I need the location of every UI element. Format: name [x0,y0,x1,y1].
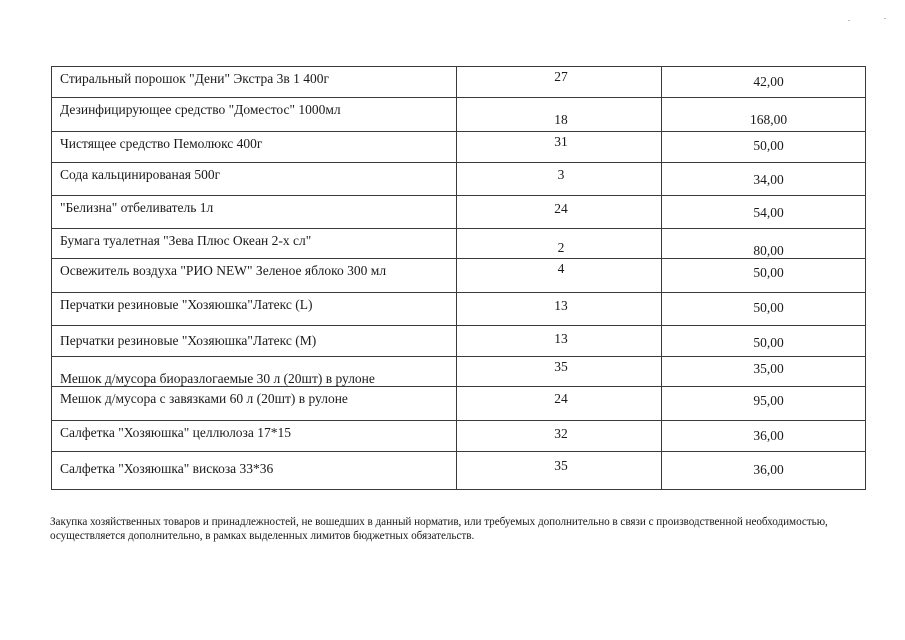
quantity-cell [457,293,662,326]
quantity-cell-text: 18 [554,112,568,127]
quantity-cell [457,67,662,98]
item-name-cell-text: Салфетка "Хозяюшка" целлюлоза 17*15 [60,425,292,440]
quantity-cell-text: 24 [554,391,568,406]
item-name-cell [52,98,457,132]
price-cell-text: 168,00 [749,112,788,127]
quantity-cell-text: 2 [557,240,565,255]
item-name-cell-text: Чистящее средство Пемолюкс 400г [60,136,263,151]
item-name-cell [52,132,457,163]
item-name-cell-text: Салфетка "Хозяюшка" вискоза 33*36 [60,461,274,476]
table-row [52,229,866,259]
scan-speck [884,18,886,19]
item-name-cell [52,357,457,387]
price-cell [662,421,866,452]
item-name-cell-text: Дезинфицирующее средство "Доместос" 1000мл [60,102,341,117]
quantity-cell-text: 13 [554,298,568,313]
quantity-cell [457,98,662,132]
price-cell [662,163,866,196]
price-cell-text: 42,00 [753,74,784,89]
price-cell-text: 50,00 [753,265,784,280]
quantity-cell [457,326,662,357]
price-cell [662,132,866,163]
table-row [52,163,866,196]
item-name-cell [52,163,457,196]
item-name-cell [52,421,457,452]
price-cell [662,452,866,490]
goods-table [51,66,866,490]
table-row [52,67,866,98]
price-cell [662,229,866,259]
quantity-cell-text: 4 [557,261,565,276]
item-name-cell-text: Мешок д/мусора биоразлогаемые 30 л (20шт) в рулоне [60,371,375,386]
quantity-cell [457,196,662,229]
item-name-cell-text: "Белизна" отбеливатель 1л [60,200,214,215]
item-name-cell [52,259,457,293]
quantity-cell [457,387,662,421]
price-cell-text: 36,00 [753,462,784,477]
table-row [52,132,866,163]
table-row [52,259,866,293]
price-cell-text: 80,00 [753,243,784,258]
price-cell [662,98,866,132]
quantity-cell [457,259,662,293]
quantity-cell [457,132,662,163]
item-name-cell-text: Перчатки резиновые "Хозяюшка"Латекс (L) [60,297,313,312]
price-cell-text: 50,00 [753,138,784,153]
table-row [52,293,866,326]
table-row [52,421,866,452]
quantity-cell-text: 27 [554,69,568,84]
quantity-cell-text: 31 [554,134,568,149]
item-name-cell-text: Бумага туалетная "Зева Плюс Океан 2-х сл" [60,233,312,248]
item-name-cell-text: Освежитель воздуха "РИО NEW" Зеленое яблоко 300 мл [60,263,387,278]
quantity-cell-text: 3 [557,167,565,182]
quantity-cell [457,163,662,196]
price-cell [662,196,866,229]
price-cell-text: 50,00 [753,300,784,315]
price-cell-text: 34,00 [753,172,784,187]
quantity-cell-text: 35 [554,458,568,473]
price-cell-text: 50,00 [753,335,784,350]
item-name-cell-text: Мешок д/мусора с завязками 60 л (20шт) в рулоне [60,391,348,406]
goods-table-body [52,67,866,490]
price-cell [662,357,866,387]
price-cell [662,259,866,293]
item-name-cell [52,67,457,98]
table-row [52,452,866,490]
item-name-cell [52,452,457,490]
footnote: Закупка хозяйственных товаров и принадлежностей, не вошедших в данный норматив, или требуемых дополнительно в связи с производственной необходимостью, осуществляется дополнительно, в рамках выделенных лимитов бюджетных обязательств. [50,516,828,542]
table-row [52,196,866,229]
quantity-cell-text: 13 [554,331,568,346]
price-cell [662,67,866,98]
item-name-cell [52,196,457,229]
table-row [52,357,866,387]
price-cell-text: 95,00 [753,393,784,408]
quantity-cell [457,229,662,259]
item-name-cell-text: Сода кальцинированая 500г [60,167,221,182]
quantity-cell-text: 32 [554,426,568,441]
item-name-cell-text: Перчатки резиновые "Хозяюшка"Латекс (M) [60,333,317,348]
price-cell-text: 54,00 [753,205,784,220]
item-name-cell [52,293,457,326]
item-name-cell [52,229,457,259]
item-name-cell-text: Стиральный порошок "Дени" Экстра 3в 1 400г [60,71,330,86]
table-row [52,98,866,132]
table-row [52,387,866,421]
price-cell [662,293,866,326]
quantity-cell-text: 35 [554,359,568,374]
price-cell [662,387,866,421]
table-row [52,326,866,357]
scan-speck [848,20,850,21]
price-cell-text: 35,00 [753,361,784,376]
price-cell-text: 36,00 [753,428,784,443]
price-cell [662,326,866,357]
quantity-cell [457,357,662,387]
quantity-cell [457,421,662,452]
quantity-cell-text: 24 [554,201,568,216]
quantity-cell [457,452,662,490]
item-name-cell [52,387,457,421]
item-name-cell [52,326,457,357]
